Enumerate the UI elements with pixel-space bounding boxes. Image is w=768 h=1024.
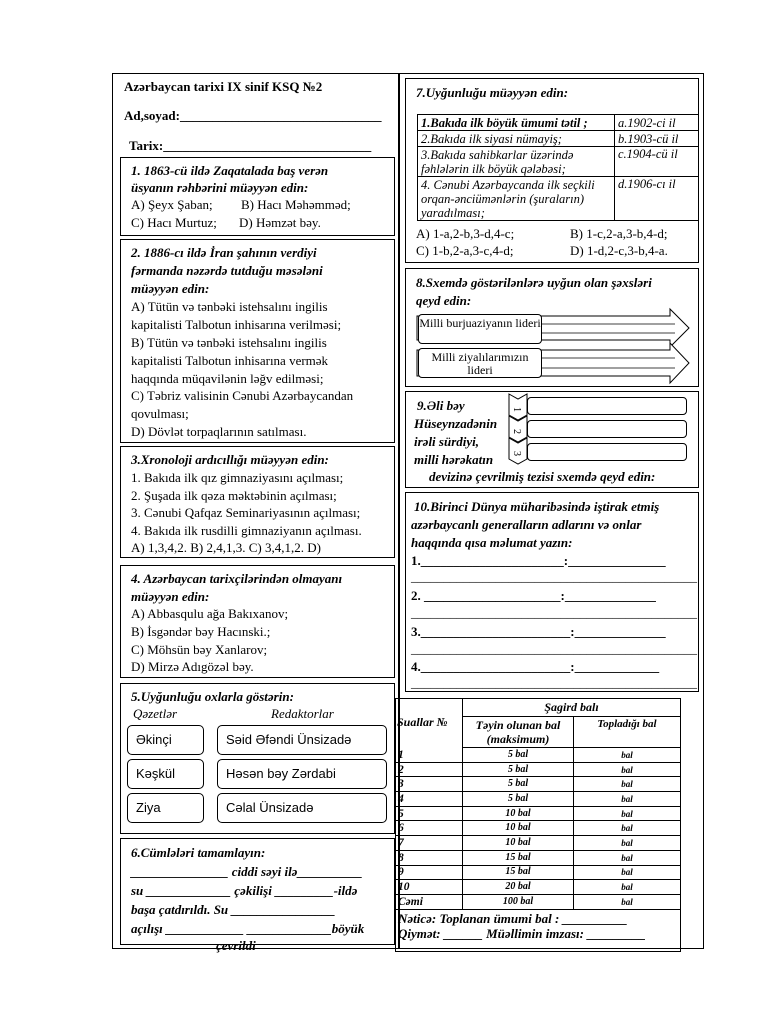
general-1-field[interactable]: 1.______________________:_______________ <box>411 553 666 568</box>
question-10: 10.Birinci Dünya müharibəsində iştirak etmiş azərbaycanlı generalların adlarını və onlar haqqında qısa məlumat yazın: 1.______________________:_______________ ____________________________________________ 2. _____________________:______________ ____________________________________________ 3._______________________:______________ ____________________________________________ 4._______________________:_____________ ____________________________________________ <box>405 492 699 692</box>
max-points: 100 bal <box>463 894 574 909</box>
max-points: 5 bal <box>463 777 574 792</box>
general-4-info[interactable]: ____________________________________________ <box>411 675 697 690</box>
editor-said-unsizade[interactable]: Səid Əfəndi Ünsizadə <box>217 725 387 755</box>
q7-option-a[interactable]: A) 1-a,2-b,3-d,4-c; <box>416 226 515 241</box>
score-row <box>396 821 680 836</box>
score-table: Suallar № Şagird balı Təyin olunan bal (maksimum) Topladığı bal 1 5 bal bal 2 5 bal bal 3 5 bal bal 4 5 bal bal 5 10 bal bal 6 10 bal bal 7 10 bal bal 8 15 bal bal 9 15 bal bal 10 20 bal bal Cəmi 100 bal bal <box>396 699 680 910</box>
question-8: 8.Sxemdə göstərilənlərə uyğun olan şəxsləri qeyd edin: <box>405 268 699 387</box>
earned-points[interactable]: bal <box>574 821 681 836</box>
editor-jalal-unsizade[interactable]: Cəlal Ünsizadə <box>217 793 387 823</box>
thesis-answer-3[interactable] <box>527 443 687 461</box>
score-row <box>396 748 680 763</box>
earned-points[interactable]: bal <box>574 850 681 865</box>
question-number: 4 <box>396 792 463 807</box>
question-number: 2 <box>396 762 463 777</box>
score-row <box>396 865 680 880</box>
score-row <box>396 880 680 895</box>
arrow-label-bourgeoisie: Milli burjuaziyanın lideri <box>418 314 542 344</box>
earned-points[interactable]: bal <box>574 777 681 792</box>
max-points: 10 bal <box>463 806 574 821</box>
question-7: 7.Uyğunluğu müəyyən edin: <box>405 78 699 263</box>
max-points: 20 bal <box>463 880 574 895</box>
question-number: 10 <box>396 880 463 895</box>
general-4-field[interactable]: 4._______________________:_____________ <box>411 659 660 674</box>
earned-points[interactable]: bal <box>574 894 681 909</box>
q6-blank-line[interactable]: _______________ ciddi səyi ilə__________ <box>131 864 363 879</box>
marker-3: 3 <box>511 451 522 456</box>
q1-option-c[interactable]: C) Hacı Murtuz; <box>131 215 217 230</box>
question-number: 3 <box>396 777 463 792</box>
q6-blank-line[interactable]: açılışı ____________ _____________böyük <box>131 921 365 936</box>
max-points: 15 bal <box>463 850 574 865</box>
newspaper-ziya[interactable]: Ziya <box>127 793 204 823</box>
q2-option-a[interactable]: A) Tütün və tənbəki istehsalını ingilis <box>131 299 328 314</box>
q1-option-a[interactable]: A) Şeyx Şaban; <box>131 197 213 212</box>
earned-points[interactable]: bal <box>574 865 681 880</box>
name-field[interactable]: Ad,soyad:_______________________________ <box>124 108 382 123</box>
q4-option-b[interactable]: B) İsgəndər bəy Hacınski.; <box>131 624 271 639</box>
q7-option-d[interactable]: D) 1-d,2-c,3-b,4-a. <box>570 243 668 258</box>
question-number: 8 <box>396 850 463 865</box>
marker-2: 2 <box>511 429 522 434</box>
score-row <box>396 850 680 865</box>
max-points: 5 bal <box>463 792 574 807</box>
max-points: 10 bal <box>463 836 574 851</box>
max-points: 5 bal <box>463 762 574 777</box>
newspaper-akinchi[interactable]: Əkinçi <box>127 725 204 755</box>
q4-option-a[interactable]: A) Abbasqulu ağa Bakıxanov; <box>131 606 289 621</box>
question-5: 5.Uyğunluğu oxlarla göstərin: Qəzetlər Redaktorlar <box>120 683 395 834</box>
q7-option-c[interactable]: C) 1-b,2-a,3-c,4-d; <box>416 243 514 258</box>
grade-line[interactable]: Qiymət: ______ Müəllimin imzası: _________ <box>398 926 646 941</box>
q7-option-b[interactable]: B) 1-c,2-a,3-b,4-d; <box>570 226 668 241</box>
earned-points[interactable]: bal <box>574 792 681 807</box>
q7-matching-table: 1.Bakıda ilk böyük ümumi tətil ; a.1902-ci il 2.Bakıda ilk siyasi nümayiş; b.1903-cü il 3.Bakıda sahibkarlar üzərində fəhlələrin ilk böyük qələbəsi; c.1904-cü il 4. Cənubi Azərbaycanda ilk seçkili orqan-ənciümənlərin (şuraların) yaradılması; d.1906-cı il <box>417 114 699 221</box>
q1-option-d[interactable]: D) Həmzət bəy. <box>239 215 321 230</box>
thesis-answer-1[interactable] <box>527 397 687 415</box>
question-number: 5 <box>396 806 463 821</box>
question-number: 1 <box>396 748 463 763</box>
score-row <box>396 792 680 807</box>
general-2-field[interactable]: 2. _____________________:______________ <box>411 588 656 603</box>
q4-option-c[interactable]: C) Möhsün bəy Xanlarov; <box>131 642 268 657</box>
q2-option-c[interactable]: C) Təbriz valisinin Cənubi Azərbaycandan <box>131 388 354 403</box>
score-row <box>396 894 680 909</box>
question-number: 7 <box>396 836 463 851</box>
general-3-field[interactable]: 3._______________________:______________ <box>411 624 666 639</box>
question-4: 4. Azərbaycan tarixçilərindən olmayanı müəyyən edin: A) Abbasqulu ağa Bakıxanov; B) İsgəndər bəy Hacınski.; C) Möhsün bəy Xanlarov; D) Mirzə Adıgözəl bəy. <box>120 565 395 678</box>
worksheet-title: Azərbaycan tarixi IX sinif KSQ №2 <box>124 79 323 94</box>
question-9: 9.Əli bəy Hüseynzadənin irəli sürdiyi, milli hərəkatın devizinə çevrilmiş tezisi sxemdə qeyd edin: <box>405 391 699 488</box>
result-line[interactable]: Nəticə: Toplanan ümumi bal : __________ <box>398 911 628 926</box>
general-2-info[interactable]: ____________________________________________ <box>411 605 697 620</box>
score-row <box>396 777 680 792</box>
q6-blank-line[interactable]: su _____________ çəkilişi _________-ildə <box>131 883 358 898</box>
score-row <box>396 762 680 777</box>
q2-option-d[interactable]: D) Dövlət torpaqlarının satılması. <box>131 424 307 439</box>
marker-1: 1 <box>511 407 522 412</box>
q6-blank-line[interactable]: başa çatdırıldı. Su ________________ <box>131 902 336 917</box>
question-1: 1. 1863-cü ildə Zaqatalada baş verən üsyanın rəhbərini müəyyən edin: A) Şeyx Şaban; B) Hacı Məhəmməd; C) Hacı Murtuz; D) Həmzət bəy. <box>120 157 395 236</box>
max-points: 5 bal <box>463 748 574 763</box>
question-6: 6.Cümlələri tamamlayın: _______________ ciddi səyi ilə__________ su _____________ çəkilişi _________-ildə başa çatdırıldı. Su ________________ açılışı ____________ _____________böyük çevrildi <box>120 838 395 945</box>
newspaper-kashkul[interactable]: Kəşkül <box>127 759 204 789</box>
question-3: 3.Xronoloji ardıcıllığı müəyyən edin: 1. Bakıda ilk qız gimnaziyasını açılması; 2. Şuşada ilk qəza məktəbinin açılması; 3. Cənubi Qafqaz Seminariyasının açılması; 4. Bakıda ilk rusdilli gimnaziyanın açılması. A) 1,3,4,2. B) 2,4,1,3. C) 3,4,1,2. D) <box>120 446 395 558</box>
general-1-info[interactable]: ____________________________________________ <box>411 569 697 584</box>
max-points: 10 bal <box>463 821 574 836</box>
question-2: 2. 1886-cı ildə İran şahının verdiyi fərmanda nəzərdə tutduğu məsələni müəyyən edin: A) Tütün və tənbəki istehsalını ingilis kapitalisti Talbotun inhisarına verilməsi; B) Tütün və tənbəki istehsalını ingilis kapitalisti Talbotun inhisarına vermək haqqında müqavilənin ləğv edilməsi; C) Təbriz valisinin Cənubi Azərbaycandan qovulması; D) Dövlət torpaqlarının satılması. <box>120 239 395 443</box>
earned-points[interactable]: bal <box>574 836 681 851</box>
earned-points[interactable]: bal <box>574 880 681 895</box>
q4-option-d[interactable]: D) Mirzə Adıgözəl bəy. <box>131 659 254 674</box>
arrow-label-intelligentsia: Milli ziyalılarımızın lideri <box>418 348 542 378</box>
general-3-info[interactable]: ____________________________________________ <box>411 641 697 656</box>
earned-points[interactable]: bal <box>574 806 681 821</box>
question-number: 9 <box>396 865 463 880</box>
thesis-answer-2[interactable] <box>527 420 687 438</box>
max-points: 15 bal <box>463 865 574 880</box>
question-number: Cəmi <box>396 894 463 909</box>
q3-options[interactable]: A) 1,3,4,2. B) 2,4,1,3. C) 3,4,1,2. D) <box>131 540 321 555</box>
earned-points[interactable]: bal <box>574 762 681 777</box>
score-row <box>396 836 680 851</box>
editor-hasan-zardabi[interactable]: Həsən bəy Zərdabi <box>217 759 387 789</box>
date-field[interactable]: Tarix:________________________________ <box>129 138 372 153</box>
score-row <box>396 806 680 821</box>
q1-option-b[interactable]: B) Hacı Məhəmməd; <box>241 197 351 212</box>
earned-points[interactable]: bal <box>574 748 681 763</box>
q2-option-b[interactable]: B) Tütün və tənbəki istehsalını ingilis <box>131 335 327 350</box>
question-number: 6 <box>396 821 463 836</box>
